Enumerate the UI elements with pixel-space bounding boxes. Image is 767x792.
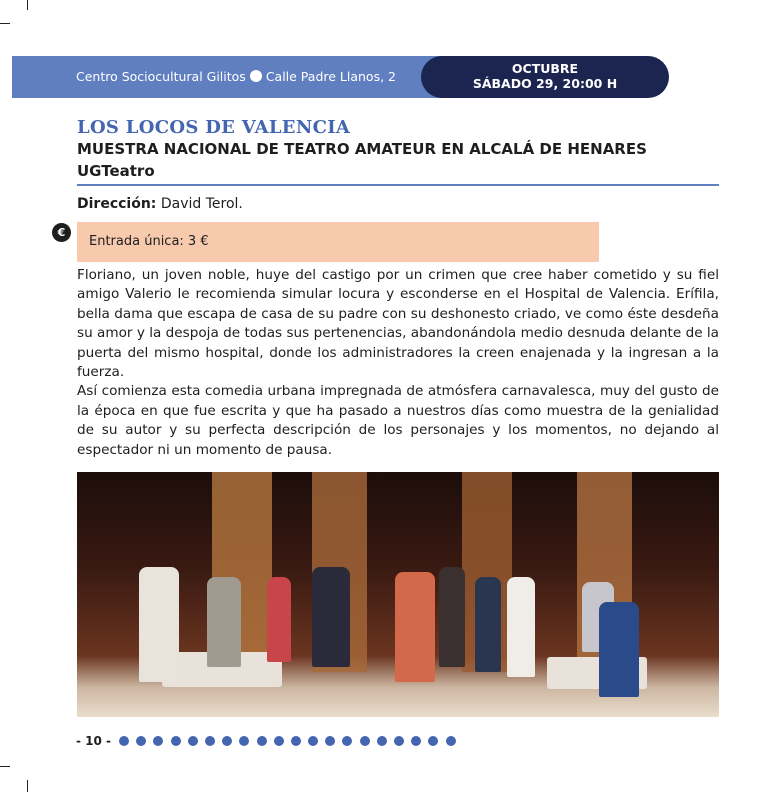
stage-photo (77, 472, 719, 717)
venue-line (76, 69, 396, 84)
dot-icon (171, 736, 181, 746)
price-box (77, 222, 599, 262)
actor (207, 577, 241, 667)
event-subtitle: MUESTRA NACIONAL DE TEATRO AMATEUR EN ALCALÁ DE HENARES (77, 140, 647, 158)
actor (395, 572, 435, 682)
dot-icon (428, 736, 438, 746)
direction-label: Dirección: (77, 196, 157, 212)
actor (139, 567, 179, 682)
page-number: - 10 - (76, 734, 112, 748)
dot-icon (153, 736, 163, 746)
description (77, 266, 719, 460)
actor (267, 577, 291, 662)
dot-icon (446, 736, 456, 746)
dot-icon (188, 736, 198, 746)
crop-mark (27, 780, 28, 792)
actor (475, 577, 501, 672)
event-datetime: SÁBADO 29, 20:00 H (472, 76, 618, 91)
dot-icon (136, 736, 146, 746)
dot-icon (394, 736, 404, 746)
euro-icon: € (52, 223, 71, 242)
dot-icon (119, 736, 129, 746)
divider (77, 184, 719, 186)
dot-icon (360, 736, 370, 746)
dot-icon (222, 736, 232, 746)
event-title: LOS LOCOS DE VALENCIA (77, 117, 351, 138)
crop-mark (0, 23, 10, 24)
bullet-icon (250, 70, 262, 82)
venue-name: Centro Sociocultural Gilitos (76, 69, 246, 84)
dot-icon (325, 736, 335, 746)
venue-address: Calle Padre Llanos, 2 (265, 69, 396, 84)
dot-icon (308, 736, 318, 746)
date-pill (421, 56, 669, 98)
dot-icon (377, 736, 387, 746)
director-name: David Terol. (160, 196, 243, 212)
description-paragraph: Así comienza esta comedia urbana impregnada de atmósfera carnavalesca, muy del gusto de la época en que fue escrita y que ha pasado a nuestros días como muestra de la genialidad de su autor y su perfecta descripción de los personajes y los momentos, no dejando al espectador ni un momento de pausa. (77, 383, 719, 458)
actor (439, 567, 465, 667)
decorative-dots (119, 736, 456, 746)
dot-icon (205, 736, 215, 746)
dot-icon (291, 736, 301, 746)
company-name: UGTeatro (77, 162, 155, 180)
description-paragraph: Floriano, un joven noble, huye del castigo por un crimen que cree haber cometido y su fiel amigo Valerio le recomienda simular locura y esconderse en el Hospital de Valencia. Erífila, bella dama que escapa de casa de su padre con su deshonesto criado, ve como éste desdeña su amor y la despoja de todas sus pertenencias, abandonándola medio desnuda delante de la puerta del mismo hospital, donde los administradores la creen enajenada y la ingresan a la fuerza. (77, 267, 719, 381)
crop-mark (0, 766, 10, 767)
price-text: Entrada única: 3 € (89, 234, 209, 249)
actor (507, 577, 535, 677)
dot-icon (411, 736, 421, 746)
dot-icon (342, 736, 352, 746)
actor (312, 567, 350, 667)
actor (599, 602, 639, 697)
dot-icon (257, 736, 267, 746)
dot-icon (274, 736, 284, 746)
direction-line (77, 196, 243, 212)
dot-icon (239, 736, 249, 746)
crop-mark (27, 0, 28, 10)
event-month: OCTUBRE (511, 61, 579, 76)
